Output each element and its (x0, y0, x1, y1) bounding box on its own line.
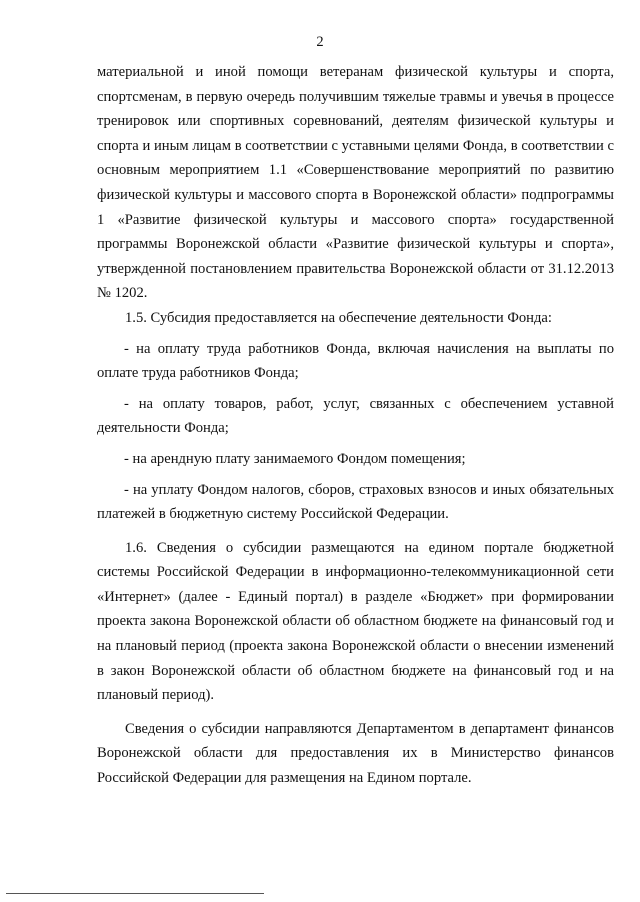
list-item-taxes: - на уплату Фондом налогов, сборов, страховых взносов и иных обязательных платежей в бюджетную систему Российской Федерации. (97, 481, 614, 523)
list-item-rent: - на арендную плату занимаемого Фондом помещения; (124, 450, 466, 467)
footer-divider (6, 893, 264, 894)
paragraph-clause-1-5: 1.5. Субсидия предоставляется на обеспечение деятельности Фонда: (125, 309, 552, 326)
list-item-goods-services: - на оплату товаров, работ, услуг, связанных с обеспечением уставной деятельности Фонда; (97, 395, 614, 437)
paragraph-clause-1-6: 1.6. Сведения о субсидии размещаются на едином портале бюджетной системы Российской Федерации в информационно-телекоммуникационной сети «Интернет» (далее - Единый портал) в разделе «Бюджет» при формировании проекта закона Воронежской области об областном бюджете на финансовый год и на плановый период (проекта закона Воронежской области о внесении изменений в закон Воронежской области об областном бюджете на финансовый год и на плановый период). (97, 539, 614, 704)
document-body (97, 60, 614, 791)
paragraph-info-transfer: Сведения о субсидии направляются Департаментом в департамент финансов Воронежской области для предоставления их в Министерство финансов Российской Федерации для размещения на Едином портале. (97, 720, 614, 787)
page-number: 2 (316, 34, 324, 50)
paragraph-continuation: материальной и иной помощи ветеранам физической культуры и спорта, спортсменам, в первую очередь получившим тяжелые травмы и увечья в процессе тренировок или спортивных соревнований, деятелям физической культуры и спорта и иным лицам в соответствии с уставными целями Фонда, в соответствии с основным мероприятием 1.1 «Совершенствование мероприятий по развитию физической культуры и массового спорта в Воронежской области» подпрограммы 1 «Развитие физической культуры и массового спорта» государственной программы Воронежской области «Развитие физической культуры и спорта», утвержденной постановлением правительства Воронежской области от 31.12.2013 № 1202. (97, 64, 614, 302)
list-item-wages: - на оплату труда работников Фонда, включая начисления на выплаты по оплате труда работников Фонда; (97, 340, 614, 382)
